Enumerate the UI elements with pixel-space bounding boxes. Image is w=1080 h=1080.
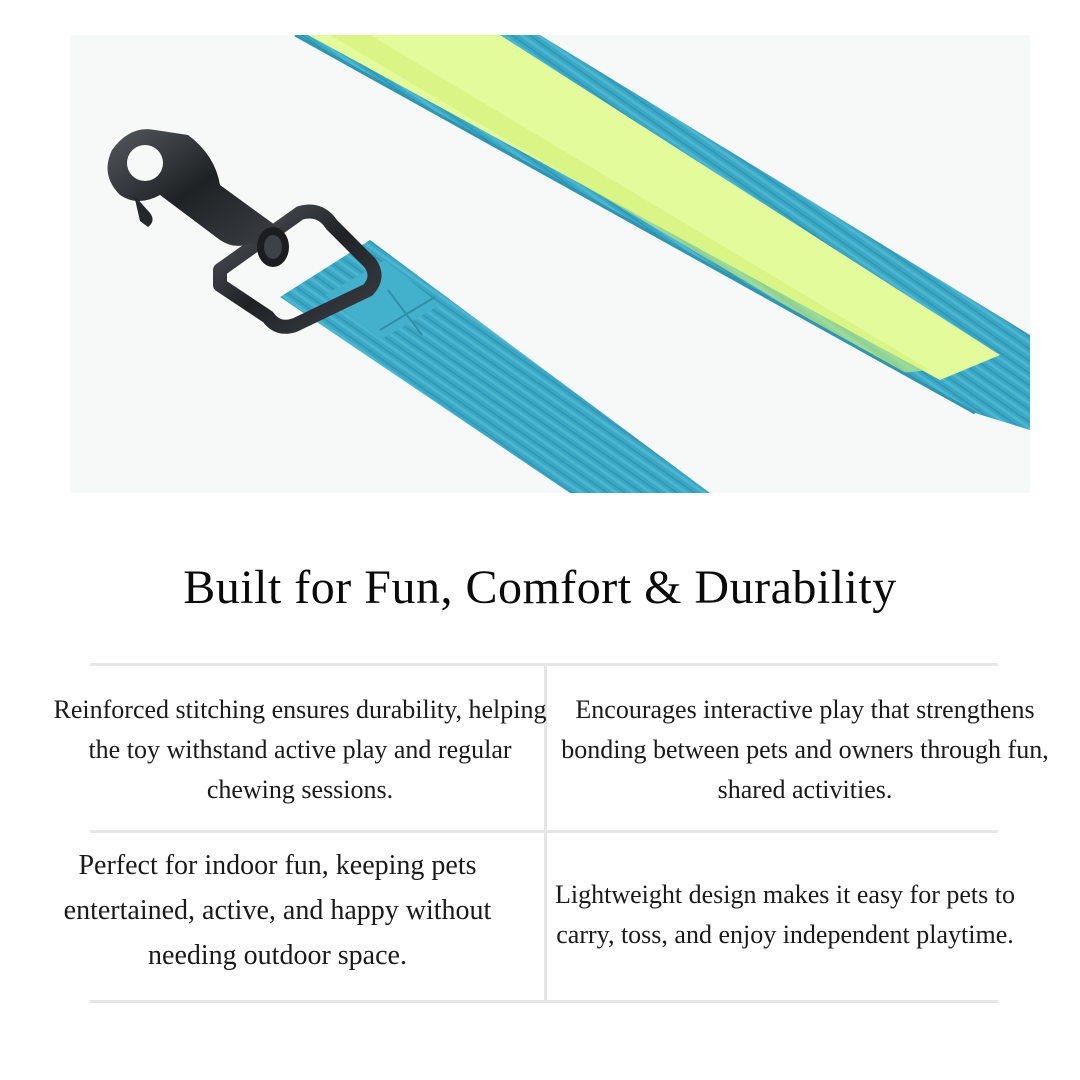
product-photo [70, 35, 1030, 493]
feature-text: Perfect for indoor fun, keeping pets entertained, active, and happy without needing outdoor space. [63, 849, 492, 971]
feature-text: Lightweight design makes it easy for pets to carry, toss, and enjoy independent playtime. [555, 880, 1015, 949]
feature-text: Reinforced stitching ensures durability, helping the toy withstand active play and regular chewing sessions. [53, 695, 547, 804]
feature-cell-durability [50, 690, 550, 810]
feature-cell-lightweight [545, 853, 1025, 977]
leash-lower-strap [280, 240, 710, 493]
feature-cell-interactive-play [560, 690, 1050, 810]
feature-cell-indoor-fun [20, 842, 535, 978]
feature-text: Encourages interactive play that strengthens bonding between pets and owners through fun, shared activities. [561, 695, 1049, 804]
section-title: Built for Fun, Comfort & Durability [183, 561, 897, 614]
leash-illustration [70, 35, 1030, 493]
snap-hook [108, 129, 290, 267]
